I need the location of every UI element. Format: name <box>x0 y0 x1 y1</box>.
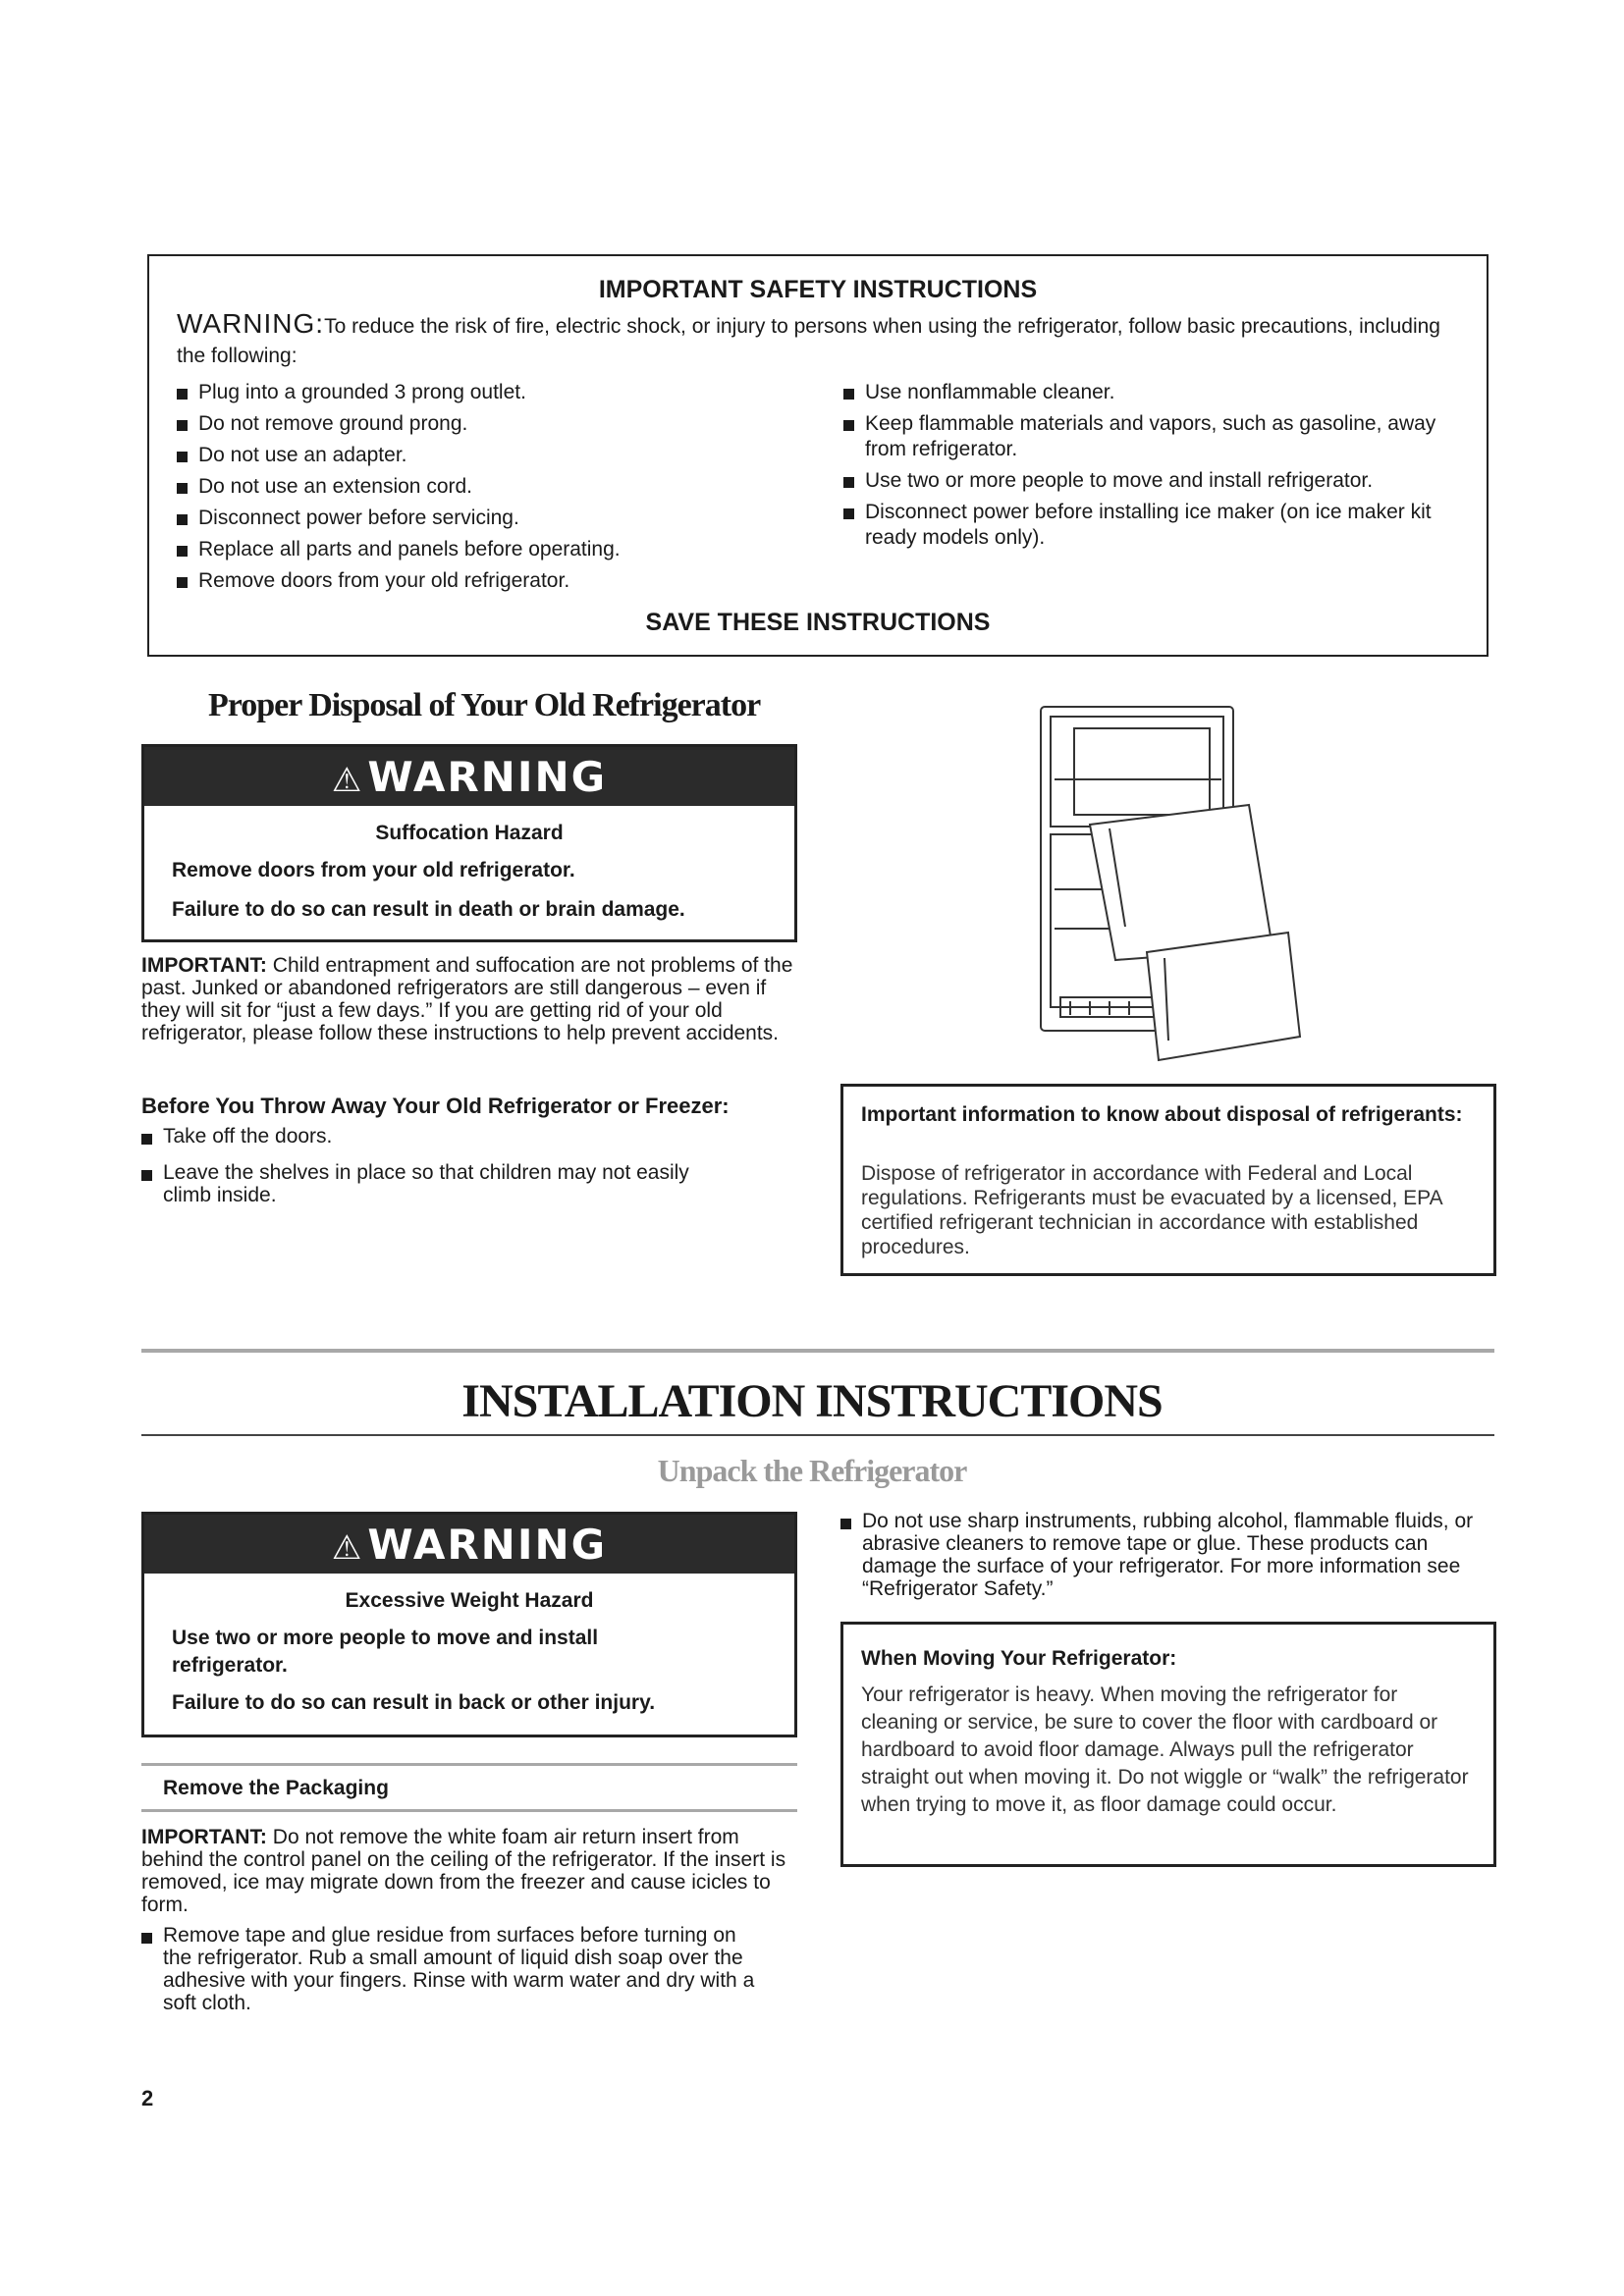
packaging-list <box>141 1924 770 2014</box>
list-item: Plug into a grounded 3 prong outlet. <box>177 380 825 411</box>
unpack-subheading: Unpack the Refrigerator <box>657 1453 967 1488</box>
safety-title: IMPORTANT SAFETY INSTRUCTIONS <box>598 276 1038 303</box>
packaging-heading: Remove the Packaging <box>163 1777 389 1799</box>
packaging-important-paragraph <box>141 1826 801 1916</box>
disposal-important-paragraph <box>141 954 801 1044</box>
packaging-rule-top <box>141 1763 797 1766</box>
list-item: Remove doors from your old refrigerator. <box>177 568 825 600</box>
warning-line-1: Use two or more people to move and install refrigerator. <box>172 1627 599 1677</box>
cleaning-list <box>840 1510 1479 1600</box>
before-throw-away-heading: Before You Throw Away Your Old Refrigerator or Freezer: <box>141 1094 730 1118</box>
installation-heading: INSTALLATION INSTRUCTIONS <box>461 1375 1163 1427</box>
safety-warning <box>177 309 1467 371</box>
refrigerator-doors-removed-illustration <box>1031 703 1306 1066</box>
hazard-title: Excessive Weight Hazard <box>345 1589 594 1612</box>
hazard-title: Suffocation Hazard <box>375 822 564 844</box>
packaging-rule-bottom <box>141 1809 797 1812</box>
safety-instructions-box <box>147 254 1489 657</box>
disposal-list <box>141 1125 740 1206</box>
safety-list-right <box>843 380 1472 557</box>
refrigerant-body: Dispose of refrigerator in accordance with Federal and Local regulations. Refrigerants must be evacuated by a licensed, EPA certified refrigerant technician in accordance with established procedures. <box>861 1162 1442 1258</box>
page-number: 2 <box>141 2086 154 2110</box>
moving-heading: When Moving Your Refrigerator: <box>861 1647 1177 1670</box>
safety-list-left <box>177 380 825 600</box>
list-item: Disconnect power before installing ice maker (on ice maker kit ready models only). <box>843 500 1472 551</box>
warning-line-1: Remove doors from your old refrigerator. <box>172 859 575 881</box>
important-text: Child entrapment and suffocation are not problems of the past. Junked or abandoned refrigerators are still dangerous – even if they will sit for “just a few days.” If you are getting rid of your old refrigerator, please follow these instructions to help prevent accidents. <box>141 954 793 1044</box>
refrigerant-info-box <box>840 1084 1496 1276</box>
moving-body: Your refrigerator is heavy. When moving the refrigerator for cleaning or service, be sure to cover the floor with cardboard or hardboard to avoid floor damage. Always pull the refrigerator straight out when moving it. Do not wiggle or “walk” the refrigerator when trying to move it, as floor damage could occur. <box>861 1683 1469 1816</box>
warning-banner <box>144 1515 794 1574</box>
weight-warning-box <box>141 1512 797 1737</box>
list-item: Replace all parts and panels before operating. <box>177 537 825 568</box>
section-divider-bottom <box>141 1434 1494 1436</box>
list-item: Take off the doors. <box>141 1125 740 1148</box>
warning-triangle-icon: ⚠ <box>331 1528 364 1568</box>
list-item: Use nonflammable cleaner. <box>843 380 1472 405</box>
warning-text: To reduce the risk of fire, electric shock, or injury to persons when using the refrigerator, follow basic precautions, including the following: <box>177 315 1440 367</box>
warning-triangle-icon: ⚠ <box>331 761 364 800</box>
warning-banner-label: WARNING <box>367 753 608 801</box>
warning-label: WARNING: <box>177 308 325 339</box>
important-label: IMPORTANT: <box>141 954 267 977</box>
important-label: IMPORTANT: <box>141 1826 267 1848</box>
list-item: Remove tape and glue residue from surfaces before turning on the refrigerator. Rub a small amount of liquid dish soap over the adhesive with your fingers. Rinse with warm water and dry with a soft cloth. <box>141 1924 770 2014</box>
list-item: Do not remove ground prong. <box>177 411 825 443</box>
refrigerant-heading: Important information to know about disposal of refrigerants: <box>861 1103 1463 1126</box>
list-item: Disconnect power before servicing. <box>177 506 825 537</box>
list-item: Do not use an adapter. <box>177 443 825 474</box>
warning-banner <box>144 747 794 806</box>
list-item: Use two or more people to move and install refrigerator. <box>843 468 1472 494</box>
save-instructions: SAVE THESE INSTRUCTIONS <box>645 609 991 636</box>
important-text: Do not remove the white foam air return insert from behind the control panel on the ceiling of the refrigerator. If the insert is removed, ice may migrate down from the freezer and cause icicles to form. <box>141 1826 786 1916</box>
suffocation-warning-box <box>141 744 797 942</box>
warning-banner-label: WARNING <box>367 1521 608 1569</box>
list-item: Keep flammable materials and vapors, such as gasoline, away from refrigerator. <box>843 411 1472 462</box>
section-divider-top <box>141 1349 1494 1353</box>
moving-info-box <box>840 1622 1496 1867</box>
warning-line-2: Failure to do so can result in back or other injury. <box>172 1691 656 1714</box>
warning-line-2: Failure to do so can result in death or brain damage. <box>172 898 685 921</box>
list-item: Leave the shelves in place so that children may not easily climb inside. <box>141 1161 740 1206</box>
disposal-heading: Proper Disposal of Your Old Refrigerator <box>208 687 761 723</box>
list-item: Do not use sharp instruments, rubbing alcohol, flammable fluids, or abrasive cleaners to remove tape or glue. These products can damage the surface of your refrigerator. For more information see “Refrigerator Safety.” <box>840 1510 1479 1600</box>
list-item: Do not use an extension cord. <box>177 474 825 506</box>
